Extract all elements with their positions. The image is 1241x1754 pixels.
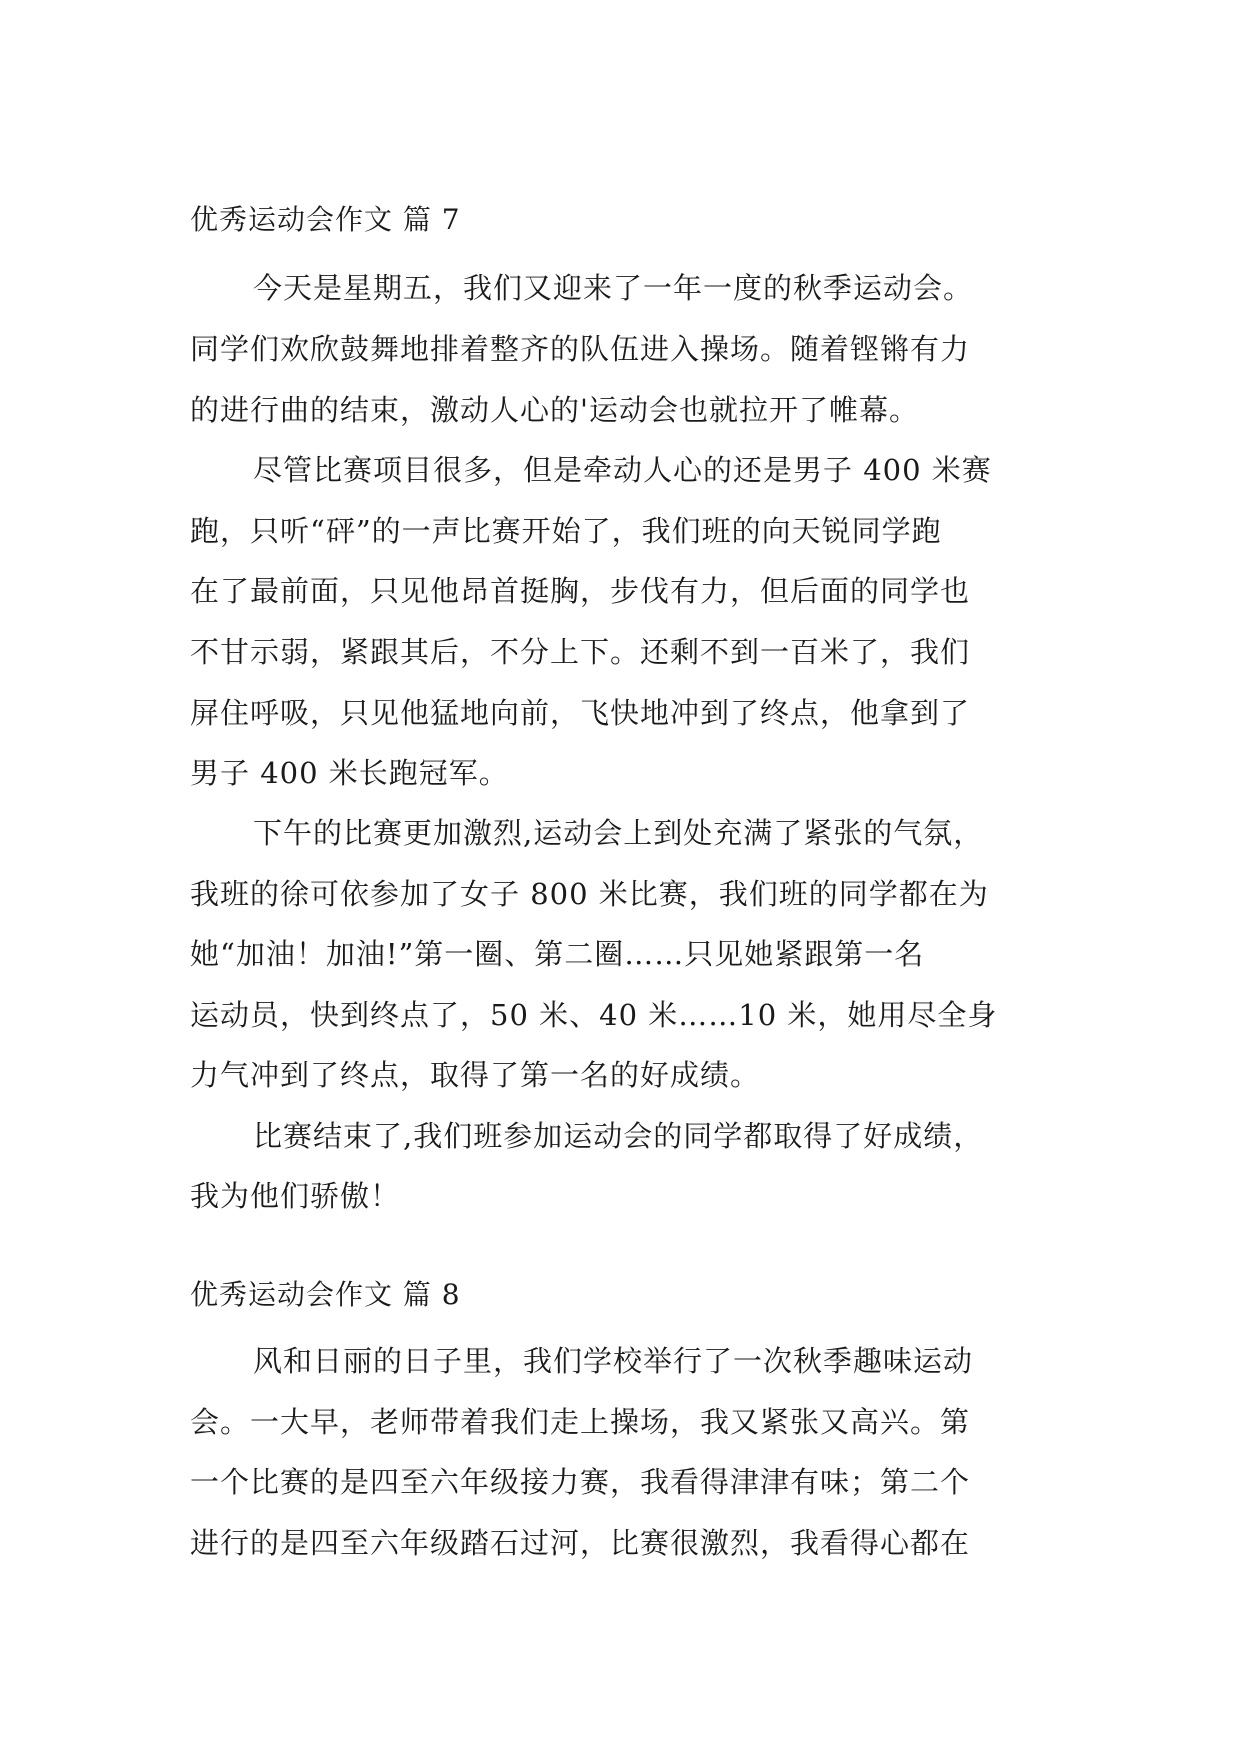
essay-7-line-8: 屏住呼吸，只见他猛地向前，飞快地冲到了终点，他拿到了 xyxy=(190,696,971,730)
essay-7-line-15: 比赛结束了,我们班参加运动会的同学都取得了好成绩， xyxy=(253,1119,984,1153)
essay-7-line-1: 今天是星期五，我们又迎来了一年一度的秋季运动会。 xyxy=(253,271,974,305)
essay-7-line-4: 尽管比赛项目很多，但是牵动人心的还是男子 400 米赛 xyxy=(253,453,992,487)
essay-8-line-1: 风和日丽的日子里，我们学校举行了一次秋季趣味运动 xyxy=(253,1344,974,1378)
essay-7-line-7: 不甘示弱，紧跟其后，不分上下。还剩不到一百米了，我们 xyxy=(190,635,971,669)
essay-7-line-9: 男子 400 米长跑冠军。 xyxy=(190,756,509,790)
essay-7-line-5: 跑，只听“砰”的一声比赛开始了，我们班的向天锐同学跑 xyxy=(190,514,942,548)
essay-7-line-14: 力气冲到了终点，取得了第一名的好成绩。 xyxy=(190,1058,761,1092)
essay-7-line-3: 的进行曲的结束，激动人心的'运动会也就拉开了帷幕。 xyxy=(190,393,919,427)
essay-8-line-4: 进行的是四至六年级踏石过河，比赛很激烈，我看得心都在 xyxy=(190,1526,971,1560)
essay-7-line-12: 她“加油！加油!”第一圈、第二圈……只见她紧跟第一名 xyxy=(190,937,925,971)
essay-7-line-6: 在了最前面，只见他昂首挺胸，步伐有力，但后面的同学也 xyxy=(190,574,971,608)
essay-8-line-3: 一个比赛的是四至六年级接力赛，我看得津津有味；第二个 xyxy=(190,1465,971,1499)
essay-8-line-2: 会。一大早，老师带着我们走上操场，我又紧张又高兴。第 xyxy=(190,1405,971,1439)
essay-7-title: 优秀运动会作文 篇 7 xyxy=(190,203,461,236)
essay-7-line-11: 我班的徐可依参加了女子 800 米比赛，我们班的同学都在为 xyxy=(190,877,989,911)
essay-7-line-16: 我为他们骄傲！ xyxy=(190,1179,401,1213)
essay-7-line-2: 同学们欢欣鼓舞地排着整齐的队伍进入操场。随着铿锵有力 xyxy=(190,332,971,366)
essay-7-line-10: 下午的比赛更加激烈,运动会上到处充满了紧张的气氛， xyxy=(253,816,984,850)
essay-8-title: 优秀运动会作文 篇 8 xyxy=(190,1278,461,1311)
essay-7-line-13: 运动员，快到终点了，50 米、40 米……10 米，她用尽全身 xyxy=(190,998,998,1032)
